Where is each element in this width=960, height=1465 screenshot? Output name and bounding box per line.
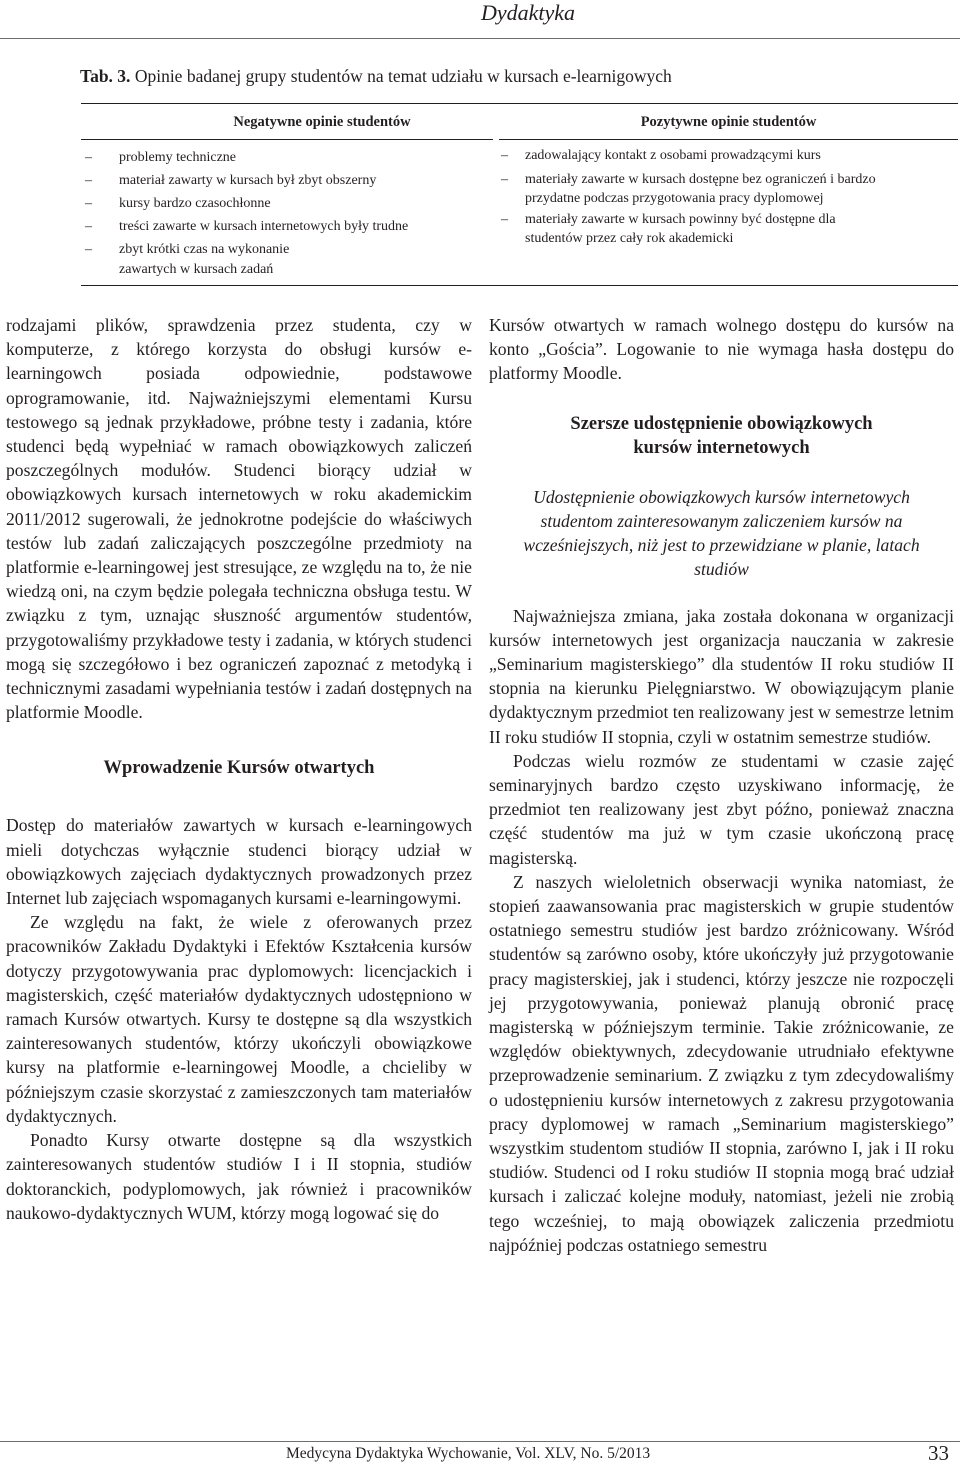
section-title: Wprowadzenie Kursów otwartych — [103, 758, 375, 779]
list-item: – materiały zawarte w kursach powinny być dostępne dla studentów przez cały rok akademicki — [499, 210, 958, 248]
positive-opinions-heading: Pozytywne opinie studentów — [499, 104, 958, 140]
list-item: – materiały zawarte w kursach dostępne bez ograniczeń i bardzo przydatne podczas przygotowania pracy dyplomowej — [499, 170, 958, 208]
footer-rule — [0, 1441, 960, 1442]
journal-citation: Medycyna Dydaktyka Wychowanie, Vol. XLV, No. 5/2013 — [286, 1445, 651, 1462]
paragraph: Ponadto Kursy otwarte dostępne są dla wszystkich zainteresowanych studentów studiów I i II stopnia, studiów doktoranckich, podyplomowych, jak również i pracowników naukowo-dydaktycznych WUM, którzy mogą logować się do — [6, 1130, 472, 1223]
paragraph: Kursów otwartych w ramach wolnego dostępu do kursów na konto „Gościa”. Logowanie to nie wymaga hasła dostępu do platformy Moodle. — [489, 315, 954, 384]
header-rule — [0, 38, 960, 39]
negative-opinions-column — [81, 104, 493, 282]
paragraph: Najważniejsza zmiana, jaka została dokonana w organizacji kursów internetowych jest organizacja nauczania w zakresie „Seminarium magisterskiego” dla studentów II roku studiów II stopnia na kierunku Pielęgniarstwo. W obowiązującym planie dydaktycznym przedmiot ten realizowany jest w semestrze letnim II roku studiów II stopnia, czyli w ostatnim semestrze studiów. — [489, 605, 954, 747]
list-item: – materiał zawarty w kursach był zbyt obszerny — [81, 169, 493, 192]
list-item: – kursy bardzo czasochłonne — [81, 192, 493, 215]
paragraph: Dostęp do materiałów zawartych w kursach e-learningowych mieli dotychczas wyłącznie studenci biorący udział w obowiązkowych zajęciach dydaktycznych prowadzonych przez Internet lub zajęciach wspomaganych kursami e-learningowymi. — [6, 815, 472, 909]
section-title: Szersze udostępnienie obowiązkowych kursów internetowych — [570, 413, 873, 458]
list-item: – zbyt krótki czas na wykonanie zawartych w kursach zadań — [81, 240, 493, 280]
opinion-table — [81, 103, 958, 286]
paragraph: Z naszych wieloletnich obserwacji wynika natomiast, że stopień zaawansowania prac magisterskich w grupie studentów ostatniego semestru studiów jest bardzo zróżnicowany. Wśród studentów są zarówno osoby, które ukończyły już przygotowanie pracy magisterskiej, jak i studenci, którzy jeszcze nie rozpoczęli jej przygotowywania, ponieważ planują obronić pracę magisterską w późniejszym terminie. Takie zróżnicowanie, ze względów obiektywnych, zdecydowanie utrudniało efektywne przeprowadzenie seminarium. Z związku z tym zdecydowaliśmy o udostępnieniu kursów internetowych z zakresu przygotowania pracy dyplomowej w ramach „Seminarium magisterskiego” wszystkim studentom studiów II stopnia, zarówno I, jak i II roku studiów. Studenci od I roku studiów II stopnia mogą brać udział kursach i zaliczać kolejne moduły, natomiast, jeżeli nie zrobią tego wcześniej, to mają obowiązek zaliczenia przedmiotu najpóźniej podczas ostatniego semestru — [489, 871, 954, 1255]
negative-opinions-heading: Negatywne opinie studentów — [81, 104, 493, 140]
running-head: Dydaktyka — [480, 0, 576, 25]
left-text-column — [6, 313, 472, 1225]
paragraph: Podczas wielu rozmów ze studentami w czasie zajęć seminaryjnych bardzo często uzyskiwano informację, że przedmiot ten realizowany jest zbyt późno, ponieważ znaczna część studentów ma już w tym czasie ukończoną pracę magisterską. — [489, 750, 954, 868]
positive-opinions-column — [499, 104, 958, 250]
paragraph: Ze względu na fakt, że wiele z oferowanych przez pracowników Zakładu Dydaktyki i Efektów Kształcenia kursów dotyczy przygotowywania prac dyplomowych: licencjackich i magisterskich, część materiałów dydaktycznych udostępniono w ramach Kursów otwartych. Kursy te dostępne są dla wszystkich zainteresowanych studentów, którzy ukończyli obowiązkowe kursy na platformie e-learningowej Moodle, a chcieliby w późniejszym czasie skorzystać z zamieszczonych tam materiałów dydaktycznych. — [6, 912, 472, 1126]
list-item: – zadowalający kontakt z osobami prowadzącymi kurs — [499, 145, 958, 168]
right-text-column — [489, 313, 954, 1257]
list-item: – problemy techniczne — [81, 146, 493, 169]
positive-opinions-list — [499, 140, 958, 248]
list-item: – treści zawarte w kursach internetowych były trudne — [81, 215, 493, 238]
table-caption — [80, 65, 672, 87]
negative-opinions-list — [81, 140, 493, 280]
table-caption-label: Tab. 3. — [80, 66, 131, 86]
section-lead: Udostępnienie obowiązkowych kursów internetowych studentom zainteresowanym zaliczeniem kursów na wcześniejszych, niż jest to przewidziane w planie, latach studiów — [523, 486, 920, 579]
page-number: 33 — [928, 1441, 949, 1465]
table-caption-text: Opinie badanej grupy studentów na temat udziału w kursach e-learnigowych — [134, 66, 672, 86]
paragraph: rodzajami plików, sprawdzenia przez studenta, czy w komputerze, z którego korzysta do obsługi kursów e-learningowch posiada odpowiednie, podstawowe oprogramowanie, itd. Najważniejszymi elementami Kursu testowego są jednak przykładowe, próbne testy i zadania, które studenci będą wypełniać w ramach obowiązkowych zaliczeń poszczególnych modułów. Studenci biorący udział w obowiązkowych kursach internetowych w roku akademickim 2011/2012 sugerowali, że jednokrotne podejście do właściwych testów lub zadań zaliczających poszczególne przedmioty na platformie e-learningowej jest stresujące, ze względu na to, że nie wiedzą oni, na czym będzie polegała techniczna obsługa testu. W związku z tym, uznając słuszność argumentów studentów, przygotowaliśmy przykładowe testy i zadania, w których studenci mogą się szczegółowo i bez ograniczeń zapoznać z metodyką i technicznymi zasadami wypełniania testów i zadań dostępnych na platformie Moodle. — [6, 315, 472, 723]
